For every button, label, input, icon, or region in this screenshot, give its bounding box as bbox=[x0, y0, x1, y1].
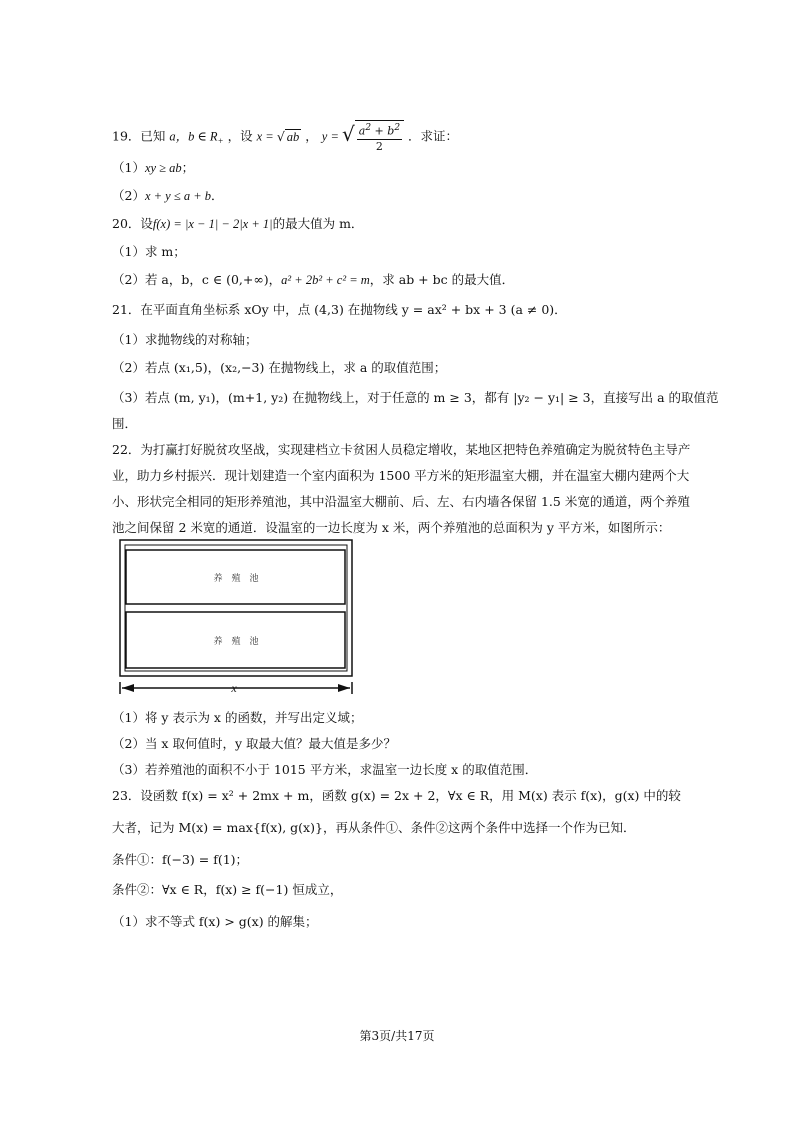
q20-stem: 20．设f(x) = |x − 1| − 2|x + 1|的最大值为 m． bbox=[112, 216, 364, 231]
q19-stem: 19．已知 a，b ∈ $R_+$ ，设 x = √ ab ， y = √ $\frac{a^2 + b^2}{2}$ ．求证： bbox=[112, 121, 459, 153]
q22-part3: （3）若养殖池的面积不小于 1015 平方米，求温室一边长度 x 的取值范围． bbox=[112, 762, 538, 777]
q19-vars: a，b ∈ R bbox=[169, 129, 218, 144]
q22-line1: 22．为打赢打好脱贫攻坚战，实现建档立卡贫困人员稳定增收，某地区把特色养殖确定为脱贫特色主导产 bbox=[112, 442, 691, 457]
q22-line3: 小、形状完全相同的矩形养殖池，其中沿温室大棚前、后、左、右内墙各保留 1.5 米宽的通道，两个养殖 bbox=[112, 494, 690, 509]
q22-part2: （2）当 x 取何值时，y 取最大值？最大值是多少？ bbox=[112, 736, 396, 751]
arrow-left-icon bbox=[122, 684, 134, 692]
q23-condition1: 条件①：f(−3) = f(1)； bbox=[112, 852, 249, 867]
q23-line2: 大者，记为 M(x) = max{f(x), g(x)}，再从条件①、条件②这两个条件中选择一个作为已知． bbox=[112, 820, 636, 835]
q20-part1: （1）求 m； bbox=[112, 244, 186, 259]
q21-part3-cont: 围． bbox=[112, 416, 138, 431]
greenhouse-inner-wall bbox=[125, 545, 347, 671]
q19-sqrt-frac: √ $\frac{a^2 + b^2}{2}$ bbox=[342, 120, 404, 154]
arrow-right-icon bbox=[338, 684, 350, 692]
q23-line1: 23．设函数 f(x) = x² + 2mx + m，函数 g(x) = 2x + 2，∀x ∈ R，用 M(x) 表示 f(x)，g(x) 中的较 bbox=[112, 788, 681, 803]
pool-2-label: 养 殖 池 bbox=[213, 637, 259, 647]
q21-stem: 21．在平面直角坐标系 xOy 中，点 (4,3) 在抛物线 y = ax² + bx + 3 (a ≠ 0)． bbox=[112, 302, 567, 317]
q19-part2: （2）x + y ≤ a + b． bbox=[112, 188, 224, 203]
q21-part2: （2）若点 (x₁,5)，(x₂,−3) 在抛物线上，求 a 的取值范围； bbox=[112, 360, 447, 375]
q23-condition2: 条件②：∀x ∈ R，f(x) ≥ f(−1) 恒成立， bbox=[112, 882, 343, 897]
greenhouse-outer-wall bbox=[120, 540, 352, 676]
pool-1-label: 养 殖 池 bbox=[213, 574, 259, 584]
q22-part1: （1）将 y 表示为 x 的函数，并写出定义域； bbox=[112, 710, 363, 725]
greenhouse-diagram bbox=[112, 536, 362, 700]
q22-line4: 池之间保留 2 米宽的通道．设温室的一边长度为 x 米，两个养殖池的总面积为 y 平方米，如图所示： bbox=[112, 520, 671, 535]
q20-part2: （2）若 a，b，c ∈ (0,+∞)，a² + 2b² + c² = m，求 ab + bc 的最大值． bbox=[112, 272, 515, 287]
q23-part1: （1）求不等式 f(x) > g(x) 的解集； bbox=[112, 914, 318, 929]
width-label-x: x bbox=[231, 681, 237, 695]
page-footer: 第3页/共17页 bbox=[359, 1029, 435, 1043]
q19-part1: （1）xy ≥ ab； bbox=[112, 160, 195, 175]
q22-line2: 业，助力乡村振兴．现计划建造一个室内面积为 1500 平方米的矩形温室大棚，并在温室大棚内建两个大 bbox=[112, 468, 690, 483]
q19-sqrt-ab: √ ab bbox=[276, 128, 300, 144]
q21-part1: （1）求抛物线的对称轴； bbox=[112, 332, 258, 347]
q21-part3: （3）若点 (m, y₁)，(m+1, y₂) 在抛物线上，对于任意的 m ≥ 3，都有 |y₂ − y₁| ≥ 3，直接写出 a 的取值范 bbox=[112, 390, 719, 405]
